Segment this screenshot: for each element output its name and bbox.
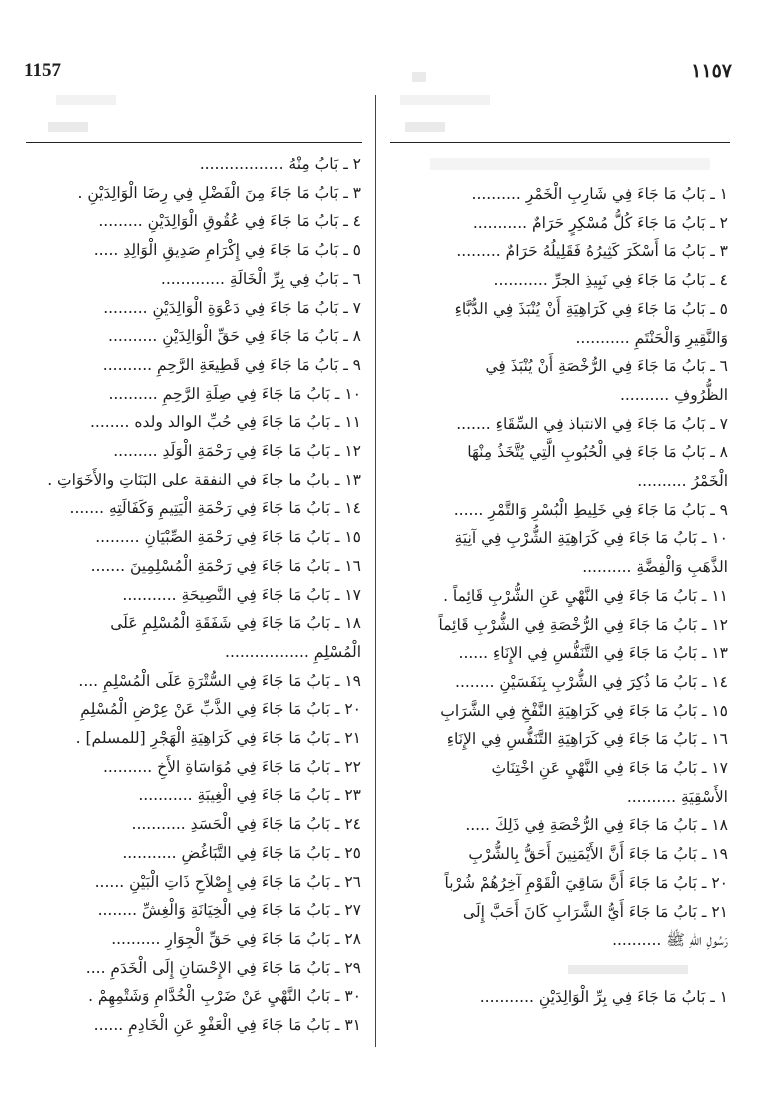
toc-column-right xyxy=(392,180,728,1012)
toc-entry: ١ ـ بَابُ مَا جَاءَ فِي شَارِبِ الْخَمْرِ .......... xyxy=(471,185,728,203)
faint-header-mark xyxy=(48,122,88,132)
toc-entry: الأَسْقِيَةِ .......... xyxy=(626,787,728,806)
toc-entry: ٢ ـ بَابُ مِنْهُ ................. xyxy=(199,155,361,173)
toc-entry: ٧ ـ بَابُ مَا جَاءَ فِي الانتباذ فِي السِّقَاءِ ....... xyxy=(456,414,728,433)
toc-column-left xyxy=(26,150,361,1040)
page-number-latin: 1157 xyxy=(24,60,61,81)
faint-header-mark xyxy=(400,95,490,105)
toc-entry: ٣ ـ بَابُ مَا جَاءَ مِنَ الْفَضْلِ فِي رِضَا الْوَالِدَيْنِ . xyxy=(77,183,361,202)
toc-entry: ١٠ ـ بَابُ مَا جَاءَ فِي صِلَةِ الرَّحِمِ .......... xyxy=(108,384,361,403)
toc-entry: ٩ ـ بَابُ مَا جَاءَ فِي قَطِيعَةِ الرَّحِمِ .......... xyxy=(102,355,361,374)
toc-entry: ١١ ـ بَابُ مَا جَاءَ فِي النَّهْيِ عَنِ الشُّرْبِ قَائِماً . xyxy=(443,586,728,605)
toc-entry: ١٧ ـ بَابُ مَا جَاءَ فِي النَّهْيِ عَنِ اخْتِنَاثِ xyxy=(491,759,728,778)
toc-entry: ١٥ ـ بَابُ مَا جَاءَ فِي كَرَاهِيَةِ النَّفْخِ فِي الشَّرَابِ xyxy=(440,701,728,720)
toc-entry: ٢٦ ـ بَابُ مَا جَاءَ فِي إِصْلاَحِ ذَاتِ الْبَيْنِ ...... xyxy=(94,872,361,891)
toc-entry: ٢٩ ـ بَابُ مَا جَاءَ فِي الإِحْسَانِ إِلَى الْخَدَمِ .... xyxy=(85,958,361,977)
toc-entry: ٩ ـ بَابُ مَا جَاءَ فِي خَلِيطِ الْبُسْرِ وَالتَّمْرِ ...... xyxy=(453,500,728,519)
toc-entry: رَسُولِ اللهِ ﷺ .......... xyxy=(612,931,728,950)
toc-entry: ٨ ـ بَابُ مَا جَاءَ فِي الْحُبُوبِ الَّتِي يُتَّخَذُ مِنْهَا xyxy=(467,443,728,462)
toc-entry: ٣ ـ بَابُ مَا أَسْكَرَ كَثِيرُهُ فَقَلِيلُهُ حَرَامٌ ......... xyxy=(456,242,728,261)
toc-entry: ١١ ـ بَابُ مَا جَاءَ فِي حُبِّ الوالد ولده ........ xyxy=(90,413,361,432)
toc-entry: ١٨ ـ بَابُ مَا جَاءَ فِي الرُّخْصَةِ فِي ذَلِكَ ..... xyxy=(465,816,728,835)
toc-entry: الْمُسْلِمِ ................. xyxy=(225,642,361,661)
toc-entry: ١ ـ بَابُ مَا جَاءَ فِي بِرِّ الْوَالِدَيْنِ ........... xyxy=(479,987,728,1006)
toc-entry: ١٣ ـ بَابُ مَا جَاءَ فِي التَّنَفُّسِ فِي الإِنَاءِ ...... xyxy=(458,644,728,663)
toc-entry: ٢٠ ـ بَابُ مَا جَاءَ أَنَّ سَاقِيَ الْقَوْمِ آخِرُهُمْ شُرْباً xyxy=(444,873,728,892)
toc-entry: ١٠ ـ بَابُ مَا جَاءَ فِي كَرَاهِيَةِ الشُّرْبِ فِي آنِيَةِ xyxy=(454,529,728,548)
faint-header-mark xyxy=(56,95,116,105)
toc-entry: ١٧ ـ بَابُ مَا جَاءَ فِي النَّصِيحَةِ ........... xyxy=(122,585,361,604)
toc-entry: الذَّهَبِ وَالْفِضَّةِ .......... xyxy=(582,558,728,577)
toc-entry: ٢١ ـ بَابُ مَا جَاءَ فِي كَرَاهِيَةِ الْهَجْرِ [للمسلم] . xyxy=(75,729,361,748)
toc-entry: ٢٥ ـ بَابُ مَا جَاءَ فِي التَّبَاغُضِ ........... xyxy=(122,843,361,862)
toc-entry: ١٦ ـ بَابُ مَا جَاءَ فِي رَحْمَةِ الْمُسْلِمِينَ ....... xyxy=(90,556,361,575)
toc-entry: ٢ ـ بَابُ مَا جَاءَ كُلُّ مُسْكِرٍ حَرَامٌ ........... xyxy=(472,213,728,232)
toc-entry: ٢٢ ـ بَابُ مَا جَاءَ فِي مُوَاسَاةِ الأَخِ .......... xyxy=(102,757,361,776)
toc-entry: ٨ ـ بَابُ مَا جَاءَ فِي حَقِّ الْوَالِدَيْنِ .......... xyxy=(108,327,361,346)
toc-entry: ٣١ ـ بَابُ مَا جَاءَ فِي الْعَفْوِ عَنِ الْخَادِمِ ...... xyxy=(93,1016,361,1035)
toc-entry: ١٥ ـ بَابُ مَا جَاءَ فِي رَحْمَةِ الصِّبْيَانِ ......... xyxy=(95,528,361,547)
toc-entry: ٢٤ ـ بَابُ مَا جَاءَ فِي الْحَسَدِ ........... xyxy=(131,815,361,834)
toc-entry: ٥ ـ بَابُ مَا جَاءَ فِي كَرَاهِيَةِ أَنْ يُنْبَذَ فِي الدُّبَّاءِ xyxy=(454,299,728,318)
toc-entry: ١٤ ـ بَابُ مَا ذُكِرَ فِي الشُّرْبِ بِنَفَسَيْنِ ........ xyxy=(455,672,728,691)
toc-entry: ٤ ـ بَابُ مَا جَاءَ فِي نَبِيذِ الجرِّ ........... xyxy=(493,271,728,290)
toc-entry: ٢١ ـ بَابُ مَا جَاءَ أَيُّ الشَّرَابِ كَانَ أَحَبَّ إِلَى xyxy=(462,902,728,921)
toc-entry: وَالنَّقِيرِ وَالْحَنْتَمِ ........... xyxy=(575,328,728,347)
toc-entry: ٥ ـ بَابُ مَا جَاءَ فِي إِكْرَامِ صَدِيقِ الْوَالِدِ ..... xyxy=(93,241,361,260)
toc-entry: ١٦ ـ بَابُ مَا جَاءَ فِي كَرَاهِيَةِ التَّنَفُّسِ فِي الإِنَاءِ xyxy=(446,730,728,749)
header-rule-left xyxy=(26,142,362,143)
toc-entry: الظُّرُوفِ .......... xyxy=(619,385,728,404)
faint-header-mark xyxy=(405,122,445,132)
toc-entry: ٢٣ ـ بَابُ مَا جَاءَ فِي الْغِيبَةِ ........... xyxy=(138,786,361,805)
toc-entry: ٢٨ ـ بَابُ مَا جَاءَ فِي حَقِّ الْجِوَارِ .......... xyxy=(111,929,361,948)
toc-entry: ١٩ ـ بَابُ مَا جَاءَ أَنَّ الأَيْمَنِينَ أَحَقُّ بِالشُّرْبِ xyxy=(468,845,728,864)
toc-entry: ٢٧ ـ بَابُ مَا جَاءَ فِي الْخِيَانَةِ وَالْغِشِّ ........ xyxy=(97,901,361,920)
toc-entry: ١٢ ـ بَابُ مَا جَاءَ فِي رَحْمَةِ الْوَلَدِ ......... xyxy=(113,442,361,461)
faint-section-heading xyxy=(430,158,710,170)
toc-entry: ٤ ـ بَابُ مَا جَاءَ فِي عُقُوقِ الْوَالِدَيْنِ ......... xyxy=(98,212,361,231)
toc-entry: ١٣ ـ بابُ ما جاءَ في النفقة على البَنَاتِ والأَخَوَاتِ . xyxy=(47,470,361,489)
toc-entry: ٧ ـ بَابُ مَا جَاءَ فِي دَعْوَةِ الْوَالِدَيْنِ ......... xyxy=(103,298,361,317)
toc-entry: ٣٠ ـ بَابُ النَّهْيِ عَنْ ضَرْبِ الْخُدَّامِ وَشَتْمِهِمْ . xyxy=(88,987,361,1006)
toc-entry: ١٤ ـ بَابُ مَا جَاءَ فِي رَحْمَةِ الْيَتِيمِ وَكَفَالَتِهِ ....... xyxy=(69,499,361,518)
faint-header-mark xyxy=(412,72,426,82)
toc-entry: ٢٠ ـ بَابُ مَا جَاءَ فِي الذَّبِّ عَنْ عِرْضِ الْمُسْلِمِ xyxy=(80,700,361,719)
column-divider xyxy=(375,95,376,1047)
toc-entry: الْخَمْرُ .......... xyxy=(637,472,728,491)
toc-entry: ١٨ ـ بَابُ مَا جَاءَ فِي شَفَقَةِ الْمُسْلِمِ عَلَى xyxy=(110,614,361,633)
page-number-arabic: ١١٥٧ xyxy=(691,60,732,82)
toc-entry: ٦ ـ بَابُ فِي بِرِّ الْخَالَةِ ............. xyxy=(160,269,361,288)
faint-section-heading xyxy=(392,955,728,983)
toc-entry: ١٢ ـ بَابُ مَا جَاءَ فِي الرُّخْصَةِ فِي الشُّرْبِ قَائِماً xyxy=(438,615,728,634)
toc-entry: ١٩ ـ بَابُ مَا جَاءَ فِي السُّتْرَةِ عَلَى الْمُسْلِمِ .... xyxy=(78,671,361,690)
header-rule-right xyxy=(390,142,730,143)
toc-entry: ٦ ـ بَابُ مَا جَاءَ فِي الرُّخْصَةِ أَنْ يُنْبَذَ فِي xyxy=(485,357,728,376)
